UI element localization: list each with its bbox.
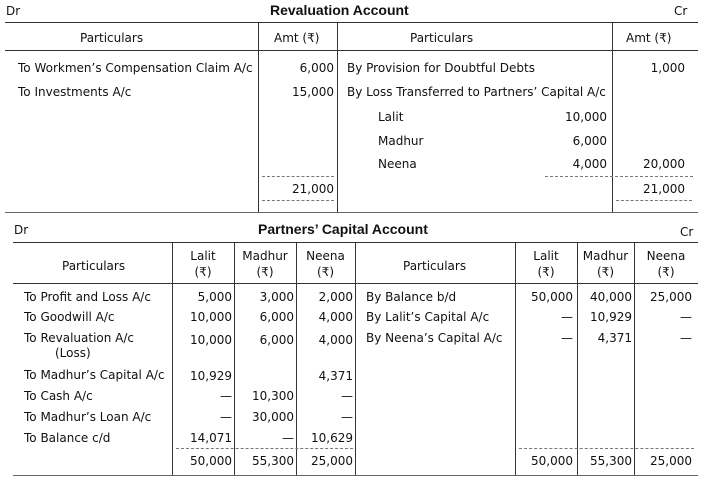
cap-debit-neena: 10,629 [311,431,353,445]
rev-partner-name: Neena [378,157,417,171]
cap-credit-lalit: — [561,331,573,345]
rev-debit-amt: 6,000 [299,61,334,75]
cap-credit-label: By Balance b/d [366,290,457,304]
rev-dr-label: Dr [6,4,21,18]
cap-header-unit: (₹) [256,265,274,279]
rev-debit-total: 21,000 [292,182,334,196]
cap-header-madhur-dr: Madhur [242,249,288,263]
cap-debit-label: To Profit and Loss A/c [24,290,151,304]
cap-credit-lalit: — [561,310,573,324]
cap-header-unit: (₹) [317,265,334,279]
cap-header-madhur-cr: Madhur [582,249,629,263]
cap-debit-lalit: 10,000 [190,310,232,324]
cap-title: Partners’ Capital Account [258,221,428,237]
cap-debit-madhur: 6,000 [259,333,294,347]
rev-credit-loss-label: By Loss Transferred to Partners’ Capital A/c [347,85,606,99]
cap-debit-total-madhur: 55,300 [252,454,294,468]
cap-header-unit: (₹) [597,265,614,279]
cap-credit-total-neena: 25,000 [650,454,692,468]
cap-credit-lalit: 50,000 [531,290,573,304]
cap-debit-neena: 2,000 [318,290,353,304]
cap-credit-madhur: 40,000 [590,290,632,304]
cap-debit-madhur: 30,000 [252,410,294,424]
cap-header-lalit-cr: Lalit [533,249,559,263]
rev-debit-label: To Investments A/c [18,85,132,99]
rev-partner-name: Madhur [378,134,424,148]
rev-credit-total: 21,000 [643,182,685,196]
cap-debit-label: To Balance c/d [24,431,111,445]
cap-debit-lalit: 10,000 [190,333,232,347]
cap-credit-madhur: 10,929 [590,310,632,324]
rev-partner-amt: 10,000 [565,110,607,124]
cap-credit-label: By Lalit’s Capital A/c [366,310,490,324]
cap-debit-neena: 4,371 [318,369,353,383]
cap-debit-label-sub: (Loss) [55,346,91,360]
cap-debit-label: To Cash A/c [24,389,93,403]
cap-header-lalit-dr: Lalit [190,249,216,263]
rev-credit-provision-amt: 1,000 [650,61,685,75]
cap-debit-neena: 4,000 [318,310,353,324]
cap-credit-neena: — [680,310,692,324]
cap-credit-madhur: 4,371 [597,331,632,345]
rev-header-particulars-dr: Particulars [80,31,144,45]
cap-header-neena-cr: Neena [646,249,686,263]
cap-debit-label: To Madhur’s Capital A/c [24,368,165,382]
rev-header-amt-dr: Amt (₹) [274,31,320,45]
rev-partner-amt: 6,000 [572,134,607,148]
cap-debit-lalit: — [220,389,232,403]
cap-debit-madhur: 3,000 [259,290,294,304]
cap-credit-label: By Neena’s Capital A/c [366,331,503,345]
cap-debit-lalit: 5,000 [197,290,232,304]
rev-title: Revaluation Account [270,2,409,18]
rev-debit-amt: 15,000 [292,85,334,99]
rev-cr-label: Cr [674,4,688,18]
cap-debit-label: To Madhur’s Loan A/c [24,410,152,424]
cap-debit-label: To Revaluation A/c [24,331,135,345]
cap-debit-total-lalit: 50,000 [190,454,232,468]
rev-credit-provision-label: By Provision for Doubtful Debts [347,61,535,75]
cap-header-particulars-dr: Particulars [62,259,126,273]
cap-debit-madhur: 10,300 [252,389,294,403]
cap-debit-neena: 4,000 [318,333,353,347]
cap-debit-lalit: — [220,410,232,424]
cap-debit-lalit: 10,929 [190,369,232,383]
cap-header-particulars-cr: Particulars [403,259,467,273]
rev-header-particulars-cr: Particulars [410,31,474,45]
rev-header-amt-cr: Amt (₹) [626,31,672,45]
cap-debit-neena: — [341,389,353,403]
rev-debit-label: To Workmen’s Compensation Claim A/c [18,61,253,75]
cap-debit-madhur: 6,000 [259,310,294,324]
rev-credit-loss-total: 20,000 [643,157,685,171]
cap-credit-neena: 25,000 [650,290,692,304]
cap-debit-label: To Goodwill A/c [24,310,115,324]
cap-cr-label: Cr [680,225,694,239]
rev-partner-amt: 4,000 [572,157,607,171]
cap-header-neena-dr: Neena [306,249,345,263]
rev-partner-name: Lalit [378,110,404,124]
cap-credit-total-lalit: 50,000 [531,454,573,468]
cap-credit-total-madhur: 55,300 [590,454,632,468]
cap-header-unit: (₹) [194,265,212,279]
cap-debit-madhur: — [282,431,294,445]
cap-dr-label: Dr [14,223,29,237]
cap-debit-total-neena: 25,000 [311,454,353,468]
cap-header-unit: (₹) [657,265,675,279]
cap-debit-lalit: 14,071 [190,431,232,445]
cap-header-unit: (₹) [537,265,555,279]
cap-credit-neena: — [680,331,692,345]
cap-debit-neena: — [341,410,353,424]
